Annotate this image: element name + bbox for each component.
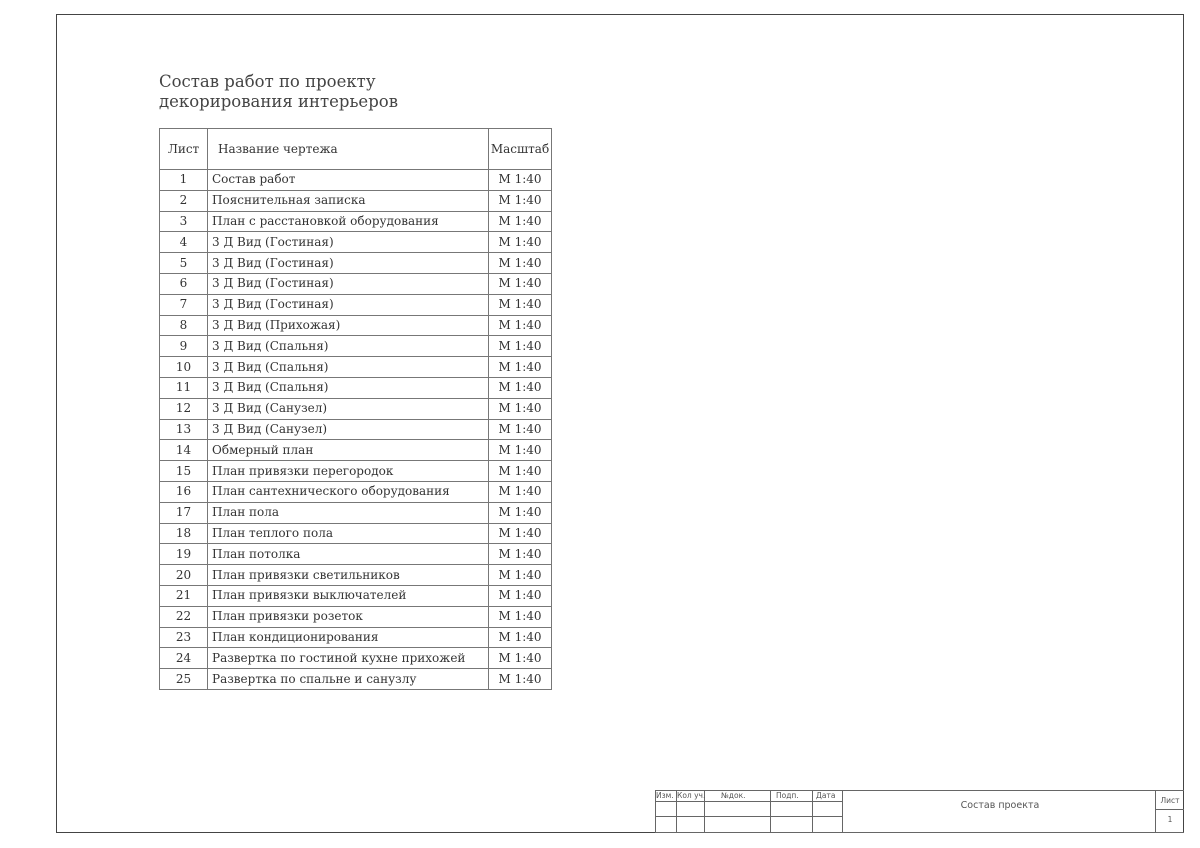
drawing-name-cell: План пола: [208, 502, 489, 523]
drawing-name-cell: План потолка: [208, 544, 489, 565]
table-row: [160, 377, 552, 398]
stamp-border-bottom: [655, 832, 1184, 833]
table-row: [160, 315, 552, 336]
stamp-sheet-label: Лист: [1160, 796, 1180, 805]
table-row: [160, 253, 552, 274]
scale-cell: М 1:40: [489, 253, 552, 274]
sheet-number-cell: 24: [160, 648, 208, 669]
table-row: [160, 481, 552, 502]
table-row: [160, 357, 552, 378]
table-row: [160, 419, 552, 440]
stamp-kol: Кол уч.: [677, 791, 706, 800]
stamp-vline: [812, 790, 813, 833]
scale-cell: М 1:40: [489, 606, 552, 627]
table-row: [160, 232, 552, 253]
sheet-number-cell: 18: [160, 523, 208, 544]
scale-cell: М 1:40: [489, 273, 552, 294]
drawing-name-cell: 3 Д Вид (Санузел): [208, 398, 489, 419]
drawing-name-cell: Обмерный план: [208, 440, 489, 461]
stamp-ndok: №док.: [721, 791, 746, 800]
table-row: [160, 294, 552, 315]
table-row: [160, 502, 552, 523]
sheet-number-cell: 11: [160, 377, 208, 398]
scale-cell: М 1:40: [489, 190, 552, 211]
sheet-number-cell: 14: [160, 440, 208, 461]
scale-cell: М 1:40: [489, 565, 552, 586]
drawing-name-cell: Пояснительная записка: [208, 190, 489, 211]
drawing-name-cell: 3 Д Вид (Спальня): [208, 336, 489, 357]
sheet-number-cell: 2: [160, 190, 208, 211]
table-row: [160, 273, 552, 294]
sheet-number-cell: 3: [160, 211, 208, 232]
sheet-number-cell: 20: [160, 565, 208, 586]
sheet-number-cell: 22: [160, 606, 208, 627]
title-line-1: Состав работ по проекту: [159, 72, 376, 91]
table-row: [160, 669, 552, 690]
drawing-name-cell: План привязки розеток: [208, 606, 489, 627]
sheet-number-cell: 5: [160, 253, 208, 274]
sheet-number-cell: 10: [160, 357, 208, 378]
sheet-number-cell: 1: [160, 170, 208, 191]
drawing-name-cell: 3 Д Вид (Гостиная): [208, 273, 489, 294]
scale-cell: М 1:40: [489, 336, 552, 357]
scale-cell: М 1:40: [489, 170, 552, 191]
table-row: [160, 398, 552, 419]
scale-cell: М 1:40: [489, 419, 552, 440]
scale-cell: М 1:40: [489, 440, 552, 461]
sheet-number-cell: 8: [160, 315, 208, 336]
scale-cell: М 1:40: [489, 398, 552, 419]
title-line-2: декорирования интерьеров: [159, 92, 398, 111]
stamp-data: Дата: [816, 791, 836, 800]
sheet-number-cell: 23: [160, 627, 208, 648]
drawing-name-cell: 3 Д Вид (Санузел): [208, 419, 489, 440]
header-scale: Масштаб: [489, 129, 552, 170]
title-block: [655, 790, 1184, 833]
scale-cell: М 1:40: [489, 211, 552, 232]
drawing-name-cell: 3 Д Вид (Спальня): [208, 377, 489, 398]
scale-cell: М 1:40: [489, 232, 552, 253]
drawing-name-cell: План с расстановкой оборудования: [208, 211, 489, 232]
sheet-number-cell: 12: [160, 398, 208, 419]
table-row: [160, 648, 552, 669]
stamp-vline: [842, 790, 843, 833]
scale-cell: М 1:40: [489, 523, 552, 544]
stamp-title: Состав проекта: [960, 800, 1040, 811]
table-row: [160, 461, 552, 482]
drawing-name-cell: План кондиционирования: [208, 627, 489, 648]
works-table: [159, 128, 552, 690]
drawing-name-cell: План привязки выключателей: [208, 585, 489, 606]
drawing-name-cell: 3 Д Вид (Прихожая): [208, 315, 489, 336]
stamp-sheet-line: [1155, 809, 1184, 810]
header-sheet: Лист: [160, 129, 208, 170]
drawing-name-cell: 3 Д Вид (Гостиная): [208, 232, 489, 253]
stamp-sheet-number: 1: [1167, 815, 1173, 824]
scale-cell: М 1:40: [489, 461, 552, 482]
table-row: [160, 190, 552, 211]
scale-cell: М 1:40: [489, 377, 552, 398]
scale-cell: М 1:40: [489, 294, 552, 315]
drawing-name-cell: Развертка по гостиной кухне прихожей: [208, 648, 489, 669]
drawing-name-cell: План привязки светильников: [208, 565, 489, 586]
table-row: [160, 565, 552, 586]
sheet-number-cell: 6: [160, 273, 208, 294]
scale-cell: М 1:40: [489, 502, 552, 523]
stamp-vline: [770, 790, 771, 833]
table-row: [160, 211, 552, 232]
scale-cell: М 1:40: [489, 357, 552, 378]
drawing-name-cell: План сантехнического оборудования: [208, 481, 489, 502]
table-row: [160, 585, 552, 606]
scale-cell: М 1:40: [489, 669, 552, 690]
scale-cell: М 1:40: [489, 648, 552, 669]
drawing-name-cell: 3 Д Вид (Спальня): [208, 357, 489, 378]
table-row: [160, 170, 552, 191]
sheet-number-cell: 25: [160, 669, 208, 690]
drawing-name-cell: План привязки перегородок: [208, 461, 489, 482]
table-row: [160, 523, 552, 544]
drawing-name-cell: План теплого пола: [208, 523, 489, 544]
drawing-name-cell: 3 Д Вид (Гостиная): [208, 253, 489, 274]
stamp-izm: Изм.: [656, 791, 674, 800]
scale-cell: М 1:40: [489, 481, 552, 502]
sheet-number-cell: 16: [160, 481, 208, 502]
sheet-number-cell: 19: [160, 544, 208, 565]
sheet-number-cell: 7: [160, 294, 208, 315]
page-title: [159, 72, 398, 112]
drawing-name-cell: 3 Д Вид (Гостиная): [208, 294, 489, 315]
stamp-row-line: [655, 816, 843, 817]
drawing-name-cell: Состав работ: [208, 170, 489, 191]
scale-cell: М 1:40: [489, 544, 552, 565]
sheet-number-cell: 17: [160, 502, 208, 523]
header-drawing-name: Название чертежа: [208, 129, 489, 170]
sheet-number-cell: 9: [160, 336, 208, 357]
drawing-name-cell: Развертка по спальне и санузлу: [208, 669, 489, 690]
sheet-number-cell: 15: [160, 461, 208, 482]
scale-cell: М 1:40: [489, 315, 552, 336]
table-row: [160, 440, 552, 461]
table-row: [160, 627, 552, 648]
table-row: [160, 606, 552, 627]
table-header-row: [160, 129, 552, 170]
sheet-number-cell: 13: [160, 419, 208, 440]
table-row: [160, 544, 552, 565]
table-row: [160, 336, 552, 357]
scale-cell: М 1:40: [489, 585, 552, 606]
stamp-header-line: [655, 801, 843, 802]
sheet-number-cell: 4: [160, 232, 208, 253]
sheet-number-cell: 21: [160, 585, 208, 606]
scale-cell: М 1:40: [489, 627, 552, 648]
stamp-podp: Подп.: [776, 791, 799, 800]
